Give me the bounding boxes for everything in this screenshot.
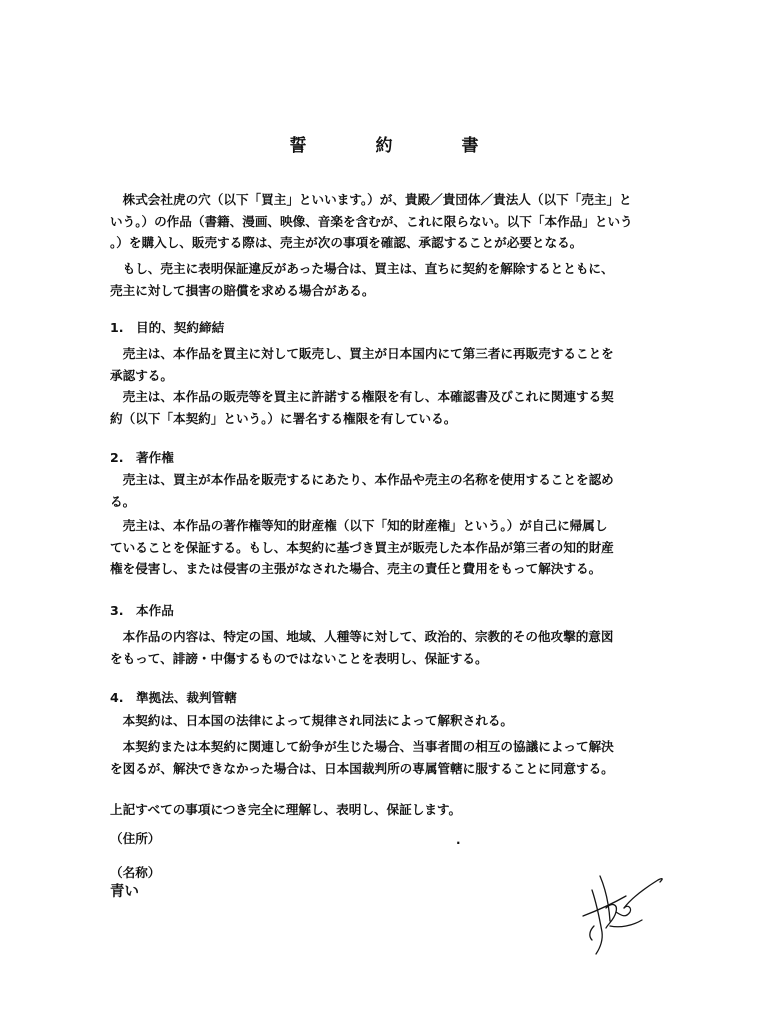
text-line: 本契約は、日本国の法律によって規律され同法によって解釈される。: [122, 713, 513, 728]
text-line: 。）を購入し、販売する際は、売主が次の事項を確認、承認することが必要となる。: [110, 235, 583, 250]
text-line: いう。）の作品（書籍、漫画、映像、音楽を含むが、これに限らない。以下「本作品」という: [110, 213, 633, 229]
text-line: 本作品の内容は、特定の国、地域、人種等に対して、政治的、宗教的その他攻撃的意図: [122, 629, 614, 644]
text-line: 売主は、買主が本作品を販売するにあたり、本作品や売主の名称を使用することを認め: [122, 472, 614, 487]
signature-mark: [570, 866, 670, 956]
address-label: （住所）: [110, 831, 161, 846]
section-heading-4: [110, 689, 237, 707]
section-title: 目的、契約締結: [136, 320, 225, 335]
intro-paragraph-1: [110, 189, 658, 254]
section-title: 準拠法、裁判管轄: [136, 690, 237, 705]
section-heading-2: [110, 449, 174, 467]
section-3-paragraph-1: [110, 626, 658, 669]
section-2-paragraph-2: [110, 515, 658, 580]
address-mark: .: [456, 833, 461, 847]
intro-paragraph-2: [110, 258, 658, 301]
section-title: 本作品: [136, 603, 174, 618]
section-1-paragraph-1: [110, 343, 658, 386]
name-value: 青い: [110, 884, 139, 900]
section-4-paragraph-2: [110, 736, 658, 779]
section-4-paragraph-1: [110, 710, 658, 732]
closing-statement: 上記すべての事項につき完全に理解し、表明し、保証します。: [110, 802, 462, 817]
text-line: 承認する。: [110, 367, 173, 383]
section-heading-3: [110, 602, 174, 620]
section-number: 1.: [110, 320, 124, 335]
section-2-paragraph-1: [110, 469, 658, 512]
text-line: 売主は、本作品の販売等を買主に許諾する権限を有し、本確認書及びこれに関連する契: [122, 389, 614, 404]
text-line: 売主は、本作品の著作権等知的財産権（以下「知的財産権」という。）が自己に帰属し: [122, 518, 608, 533]
text-line: 売主は、本作品を買主に対して販売し、買主が日本国内にて第三者に再販売することを: [122, 346, 614, 361]
name-label: （名称）: [110, 865, 161, 880]
section-heading-1: [110, 319, 224, 337]
document-title: 誓 約 書: [289, 136, 505, 156]
text-line: 売主に対して損害の賠償を求める場合がある。: [110, 282, 375, 298]
text-line: 権を侵害し、または侵害の主張がなされた場合、売主の責任と費用をもって解決する。: [110, 561, 602, 576]
section-number: 2.: [110, 450, 124, 465]
text-line: 約（以下「本契約」という。）に署名する権限を有している。: [110, 410, 457, 426]
text-line: 株式会社虎の穴（以下「買主」といいます。）が、貴殿／貴団体／貴法人（以下「売主」と: [122, 192, 632, 207]
section-1-paragraph-2: [110, 386, 658, 429]
section-number: 3.: [110, 603, 124, 618]
text-line: をもって、誹謗・中傷するものではないことを表明し、保証する。: [110, 650, 488, 666]
section-number: 4.: [110, 690, 124, 705]
text-line: もし、売主に表明保証違反があった場合は、買主は、直ちに契約を解除するとともに、: [122, 261, 614, 276]
section-title: 著作権: [136, 450, 174, 465]
text-line: 本契約または本契約に関連して紛争が生じた場合、当事者間の相互の協議によって解決: [122, 739, 614, 754]
text-line: る。: [110, 493, 136, 509]
text-line: ていることを保証する。もし、本契約に基づき買主が販売した本作品が第三者の知的財産: [110, 539, 614, 555]
text-line: を図るが、解決できなかった場合は、日本国裁判所の専属管轄に服することに同意する。: [110, 760, 614, 776]
